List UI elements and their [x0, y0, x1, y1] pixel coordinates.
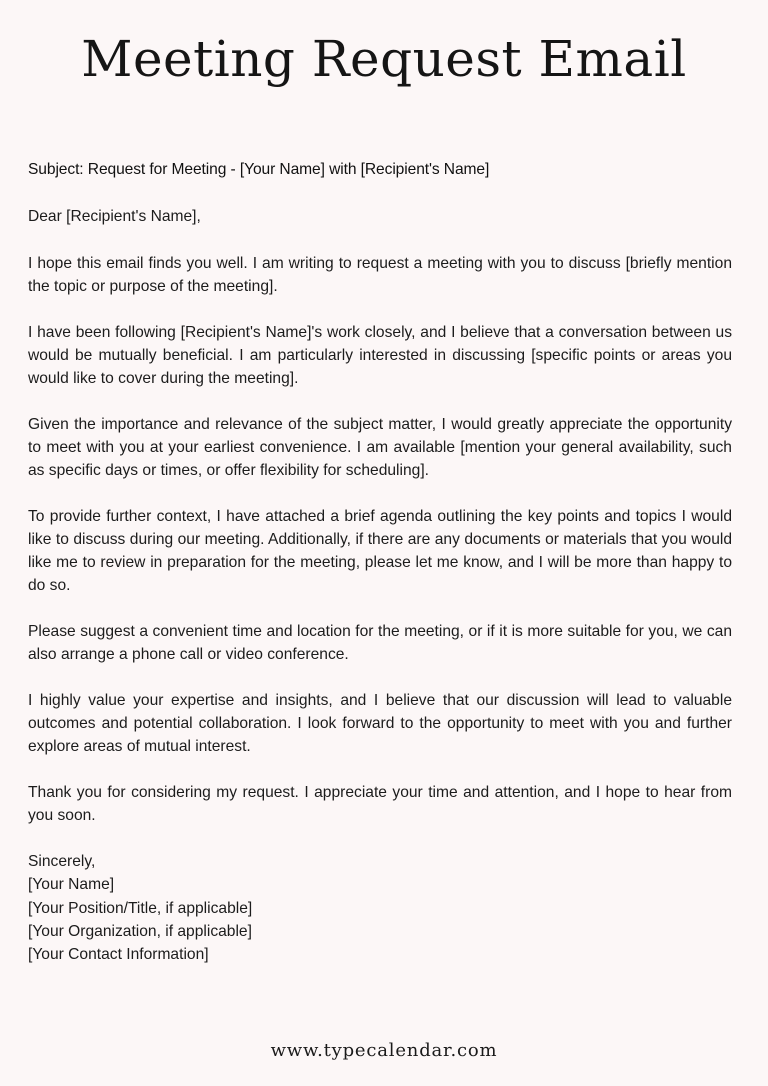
email-paragraph-background: I have been following [Recipient's Name]'s work closely, and I believe that a conversation between us would be mutually beneficial. I am particularly interested in discussing [specific points or areas you would like to cover during the meeting].	[28, 324, 732, 387]
signature-contact: [Your Contact Information]	[28, 946, 209, 964]
signature-name: [Your Name]	[28, 876, 115, 894]
signature-organization: [Your Organization, if applicable]	[28, 922, 252, 940]
email-paragraph-thanks: Thank you for considering my request. I appreciate your time and attention, and I hope to hear from you soon.	[28, 784, 732, 824]
email-greeting: Dear [Recipient's Name],	[28, 208, 201, 225]
email-paragraph-availability: Given the importance and relevance of the subject matter, I would greatly appreciate the opportunity to meet with you at your earliest convenience. I am available [mention your general availability, such as specific days or times, or offer flexibility for scheduling].	[28, 416, 732, 479]
email-subject-line: Subject: Request for Meeting - [Your Name] with [Recipient's Name]	[28, 161, 490, 178]
signature-position: [Your Position/Title, if applicable]	[28, 899, 253, 917]
email-paragraph-value: I highly value your expertise and insights, and I believe that our discussion will lead to valuable outcomes and potential collaboration. I look forward to the opportunity to meet with you and further explore areas of mutual interest.	[28, 692, 732, 755]
sign-off: Sincerely,	[28, 853, 96, 870]
footer-website-url: www.typecalendar.com	[270, 1040, 498, 1061]
email-paragraph-agenda: To provide further context, I have attached a brief agenda outlining the key points and topics I would like to discuss during our meeting. Additionally, if there are any documents or materials that you would like me to review in preparation for the meeting, please let me know, and I will be more than happy to do so.	[28, 508, 732, 594]
email-paragraph-intro: I hope this email finds you well. I am writing to request a meeting with you to discuss [briefly mention the topic or purpose of the meeting].	[28, 255, 732, 295]
email-template-body	[28, 158, 732, 966]
email-signature-block	[28, 850, 732, 966]
email-paragraph-logistics: Please suggest a convenient time and location for the meeting, or if it is more suitable for you, we can also arrange a phone call or video conference.	[28, 623, 732, 663]
page-title: Meeting Request Email	[81, 30, 687, 88]
